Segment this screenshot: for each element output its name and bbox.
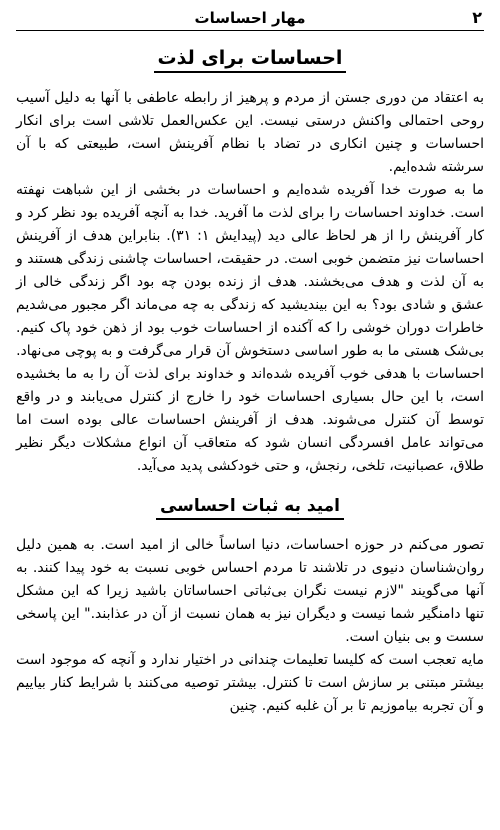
- running-header: [16, 8, 484, 31]
- paragraph: به اعتقاد من دوری جستن از مردم و پرهیز از رابطه عاطفی با آنها به دلیل آسیب روحی احتمالی واکنش درستی نیست. این عکس‌العمل تلاشی است برای انکار احساسات و چنین انکاری در تضاد با نظام آفرینش است، طبیعتی که با آن سرشته شده‌ایم.: [16, 90, 484, 175]
- paragraph: احساسات با هدفی خوب آفریده شده‌اند و خداوند برای لذت آن را به ما بخشیده است، با این حال بسیاری احساسات خود را خارج از کنترل می‌یابند و در واقع توسط آن کنترل می‌شوند. هدف از آفرینش احساسات عالی بوده است اما می‌تواند عامل افسردگی انسان شود که متعاقب آن انواع مشکلات دیگر نظیر طلاق، عصبانیت، تلخی، رنجش، و حتی خودکشی پدید می‌آید.: [16, 366, 484, 474]
- running-title: مهار احساسات: [194, 9, 306, 27]
- paragraph: تصور می‌کنم در حوزه احساسات، دنیا اساساً خالی از امید است. به همین دلیل روان‌شناسان دنیوی در تلاشند تا مردم احساس خوبی نسبت به خود پیدا کنند. به آنها می‌گویند "لازم نیست نگران بی‌ثباتی احساساتان باشید زیرا که این مشکل تنها دامنگیر شما نیست و دیگران نیز به همان نسبت از آن در عذابند." این پاسخی سست و بی بنیان است.: [16, 537, 484, 645]
- page-number: ۲: [472, 8, 482, 27]
- section-heading-pleasure: [16, 47, 484, 73]
- paragraph: مایه تعجب است که کلیسا تعلیمات چندانی در اختیار ندارد و آنچه که موجود است بیشتر مبتنی بر سازش است تا کنترل. بیشتر توصیه می‌کنند با شرایط کنار بیاییم و آن تجربه بیاموزیم تا بر آن غلبه کنیم. چنین: [16, 652, 484, 714]
- section-heading-text: احساسات برای لذت: [154, 47, 347, 73]
- section-heading-stability: [16, 496, 484, 520]
- paragraph: ما به صورت خدا آفریده شده‌ایم و احساسات در بخشی از این شباهت نهفته است. خداوند احساسات را برای لذت ما آفرید. خدا به آنچه آفریده بود نظر کرد و کار آفرینش را از هر لحاظ عالی دید (پیدایش ۱: ۳۱). بنابراین هدف از آفرینش احساسات نیز متضمن خوبی است. در حقیقت، احساسات چاشنی زندگی هستند و به آن لذت و هدف می‌بخشند. هدف از زنده بودن چه بود اگر زندگی خالی از عشق و شادی بود؟ به این بیندیشید که زندگی به چه می‌ماند اگر مجبور می‌شدیم خاطرات دوران خوشی را که آکنده از احساسات خوب بود از ذهن خود پاک کنیم. بی‌شک هستی ما به طور اساسی دستخوش آن قرار می‌گرفت و به پوچی می‌نهاد.: [16, 182, 484, 359]
- section-heading-text: امید به ثبات احساسی: [156, 496, 344, 520]
